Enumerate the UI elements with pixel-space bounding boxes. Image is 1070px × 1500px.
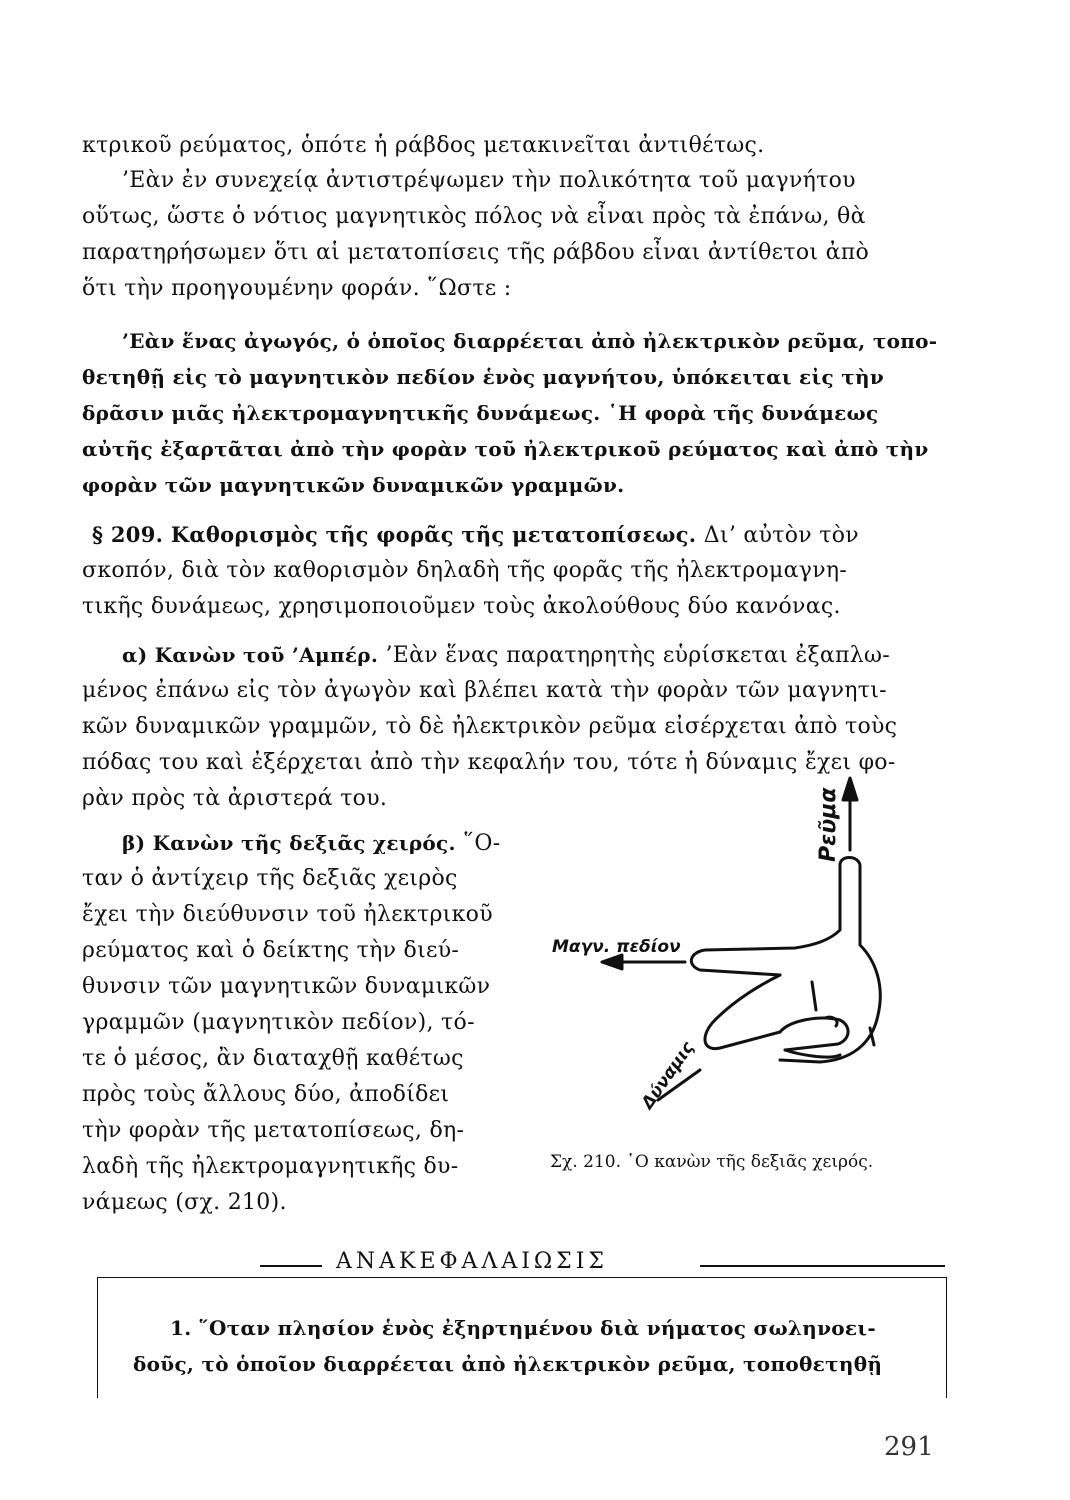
current-arrowhead (843, 778, 857, 800)
text-line: πόδας του καὶ ἐξέρχεται ἀπὸ τὴν κεφαλήν του, τότε ἡ δύναμις ἔχει φο- (82, 750, 896, 775)
summary-heading: ΑΝΑΚΕΦΑΛΑΙΩΣΙΣ (336, 1249, 608, 1274)
field-arrowhead (602, 955, 622, 969)
hand-outline (780, 858, 880, 1063)
text-line: κτρικοῦ ρεύματος, ὁπότε ἡ ράβδος μετακινεῖται ἀντιθέτως. (82, 133, 765, 158)
text-line: ρεύματος καὶ ὁ δείκτης τὴν διεύ- (82, 938, 460, 963)
section-title: § 209. Καθορισμὸς τῆς φορᾶς τῆς μετατοπίσεως. (92, 522, 697, 547)
text-line: τε ὁ μέσος, ἂν διαταχθῇ καθέτως (82, 1046, 464, 1071)
text-line: σκοπόν, διὰ τὸν καθορισμὸν δηλαδὴ τῆς φορᾶς τῆς ἠλεκτρομαγνη- (82, 558, 848, 583)
text-line: ἔχει τὴν διεύθυνσιν τοῦ ἠλεκτρικοῦ (82, 902, 493, 927)
text-line: νάμεως (σχ. 210). (82, 1190, 287, 1215)
text-line: τὴν φορὰν τῆς μετατοπίσεως, δη- (82, 1118, 465, 1143)
little-finger (785, 1050, 840, 1057)
text-line: ’Εὰν ἐν συνεχείᾳ ἀντιστρέψωμεν τὴν πολικότητα τοῦ μαγνήτου (122, 168, 856, 193)
rule-line: ’Εὰν ἕνας ἀγωγός, ὁ ὁποῖος διαρρέεται ἀπὸ ἠλεκτρικὸν ρεῦμα, τοπο- (122, 329, 938, 353)
heading-rule-left (260, 1265, 322, 1267)
force-label: Δύναμις (637, 1038, 699, 1113)
text-line: λαδὴ τῆς ἠλεκτρομαγνητικῆς δυ- (82, 1154, 459, 1179)
ampere-first-line (122, 640, 890, 671)
ampere-label: α) Κανὼν τοῦ ’Αμπέρ. (122, 643, 379, 667)
rule-line: δρᾶσιν μιᾶς ἠλεκτρομαγνητικῆς δυνάμεως. ῾Η φορὰ τῆς δυνάμεως (82, 401, 879, 425)
crease (812, 982, 816, 1010)
text-line: παρατηρήσωμεν ὅτι αἱ μετατοπίσεις τῆς ράβδου εἶναι ἀντίθετοι ἀπὸ (82, 240, 870, 265)
ampere-text: ’Εὰν ἕνας παρατηρητὴς εὑρίσκεται ἐξαπλω- (378, 643, 891, 668)
text-line: οὕτως, ὥστε ὁ νότιος μαγνητικὸς πόλος νὰ εἶναι πρὸς τὰ ἐπάνω, θὰ (82, 204, 866, 229)
heading-rule-right (700, 1265, 945, 1267)
text-line: κῶν δυναμικῶν γραμμῶν, τὸ δὲ ἠλεκτρικὸν ρεῦμα εἰσέρχεται ἀπὸ τοὺς (82, 714, 898, 739)
page-number: 291 (884, 1432, 934, 1462)
summary-line: 1. ῞Οταν πλησίον ἑνὸς ἐξηρτημένου διὰ νήματος σωληνοει- (170, 1316, 876, 1340)
text-line: τικῆς δυνάμεως, χρησιμοποιοῦμεν τοὺς ἀκολούθους δύο κανόνας. (82, 594, 841, 619)
summary-line: δοῦς, τὸ ὁποῖον διαρρέεται ἀπὸ ἠλεκτρικὸν ρεῦμα, τοποθετηθῇ (133, 1352, 883, 1376)
section-heading-line (92, 520, 859, 551)
text-line: θυνσιν τῶν μαγνητικῶν δυναμικῶν (82, 974, 491, 999)
right-hand-text: ῞Ο- (455, 831, 501, 856)
text-line: ταν ὁ ἀντίχειρ τῆς δεξιᾶς χειρὸς (82, 866, 458, 891)
nail (825, 1017, 837, 1026)
middle-finger (705, 975, 780, 1049)
text-line: ὅτι τὴν προηγουμένην φοράν. ῞Ωστε : (82, 276, 512, 301)
thumb-index (691, 865, 840, 975)
field-label: Μαγν. πεδίον (552, 937, 681, 957)
text-line: γραμμῶν (μαγνητικὸν πεδίον), τό- (82, 1010, 475, 1035)
text-line: πρὸς τοὺς ἄλλους δύο, ἀποδίδει (82, 1082, 450, 1107)
rule-line: φορὰν τῶν μαγνητικῶν δυναμικῶν γραμμῶν. (82, 473, 625, 497)
figure-caption: Σχ. 210. ῾Ο κανὼν τῆς δεξιᾶς χειρός. (550, 1152, 874, 1172)
right-hand-label: β) Κανὼν τῆς δεξιᾶς χειρός. (122, 831, 456, 855)
rule-line: θετηθῇ εἰς τὸ μαγνητικὸν πεδίον ἑνὸς μαγνήτου, ὑπόκειται εἰς τὴν (82, 365, 885, 389)
text-line: μένος ἐπάνω εἰς τὸν ἀγωγὸν καὶ βλέπει κατὰ τὴν φορὰν τῶν μαγνητι- (82, 678, 887, 703)
right-hand-figure (540, 770, 940, 1150)
text-line: ρὰν πρὸς τὰ ἀριστερά του. (82, 786, 388, 811)
current-label: Ρεῦμα (816, 787, 841, 862)
right-hand-first-line (122, 828, 500, 859)
rule-line: αὐτῆς ἐξαρτᾶται ἀπὸ τὴν φορὰν τοῦ ἠλεκτρικοῦ ρεύματος καὶ ἀπὸ τὴν (82, 437, 929, 461)
section-text: Δι’ αὐτὸν τὸν (696, 523, 859, 548)
